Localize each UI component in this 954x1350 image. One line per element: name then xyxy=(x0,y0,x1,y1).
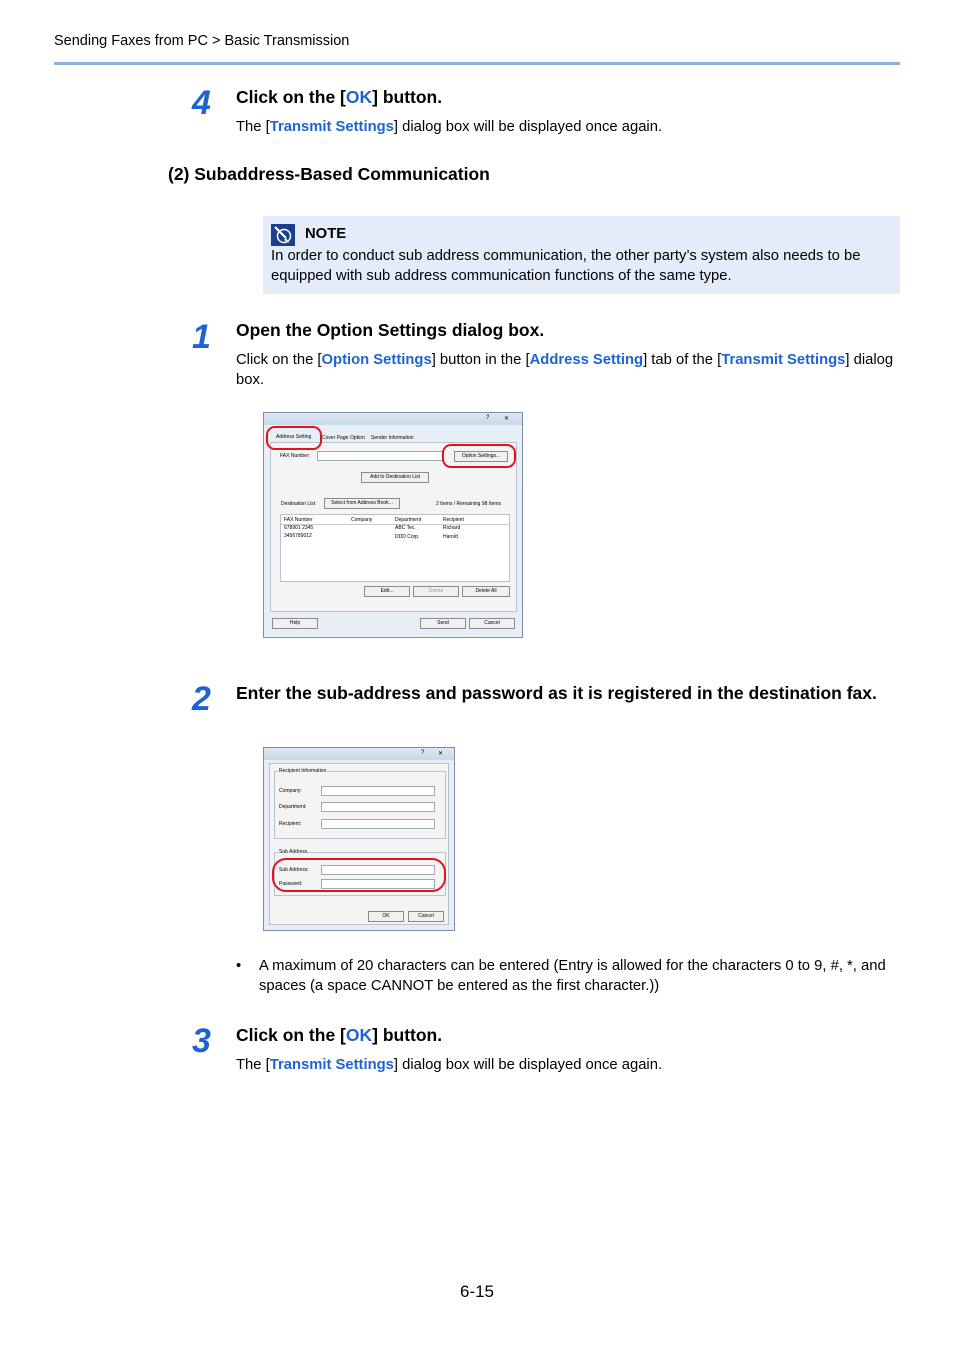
row-department: DDD Corp. xyxy=(395,534,420,540)
option-settings-link[interactable]: Option Settings xyxy=(321,352,432,368)
help-icon[interactable]: ? xyxy=(421,750,425,756)
step-number: 4 xyxy=(192,84,211,122)
step-title: Enter the sub-address and password as it is registered in the destination fax. xyxy=(236,683,877,703)
cancel-button[interactable]: Cancel xyxy=(469,618,515,629)
option-settings-button[interactable]: Option Settings... xyxy=(454,451,508,462)
sub-address-label: Sub Address: xyxy=(279,867,309,873)
tab-cover-page[interactable]: Cover Page xyxy=(322,435,349,441)
select-from-address-book-button[interactable]: Select from Address Book... xyxy=(324,498,400,509)
items-remaining: 2 Items / Remaining 98 Items xyxy=(436,501,502,507)
group-title: Recipient Information xyxy=(279,768,327,774)
note-title: NOTE xyxy=(305,226,347,242)
destination-list[interactable] xyxy=(280,514,510,582)
ok-link[interactable]: OK xyxy=(345,1025,373,1045)
bullet-text: A maximum of 20 characters can be entered (Entry is allowed for the characters 0 to 9, #, *, and spaces (a space CANNOT be entered as the first character.)) xyxy=(259,958,886,994)
body-text: The [ xyxy=(236,1057,270,1073)
department-input[interactable] xyxy=(321,802,435,812)
highlight-ring xyxy=(272,858,446,892)
note-box xyxy=(263,216,900,294)
help-button[interactable]: Help xyxy=(272,618,318,629)
delete-button[interactable]: Delete xyxy=(413,586,459,597)
department-label: Department: xyxy=(279,804,307,810)
ok-button[interactable]: OK xyxy=(368,911,404,922)
close-icon[interactable]: ✕ xyxy=(438,751,444,757)
step-number: 2 xyxy=(192,680,211,718)
step-title xyxy=(236,87,442,108)
row-fax-number: 3456789012 xyxy=(284,533,312,539)
step-body xyxy=(236,1056,662,1076)
column-header[interactable]: FAX Number xyxy=(284,517,313,523)
body-text: ] dialog box will be displayed once again. xyxy=(393,119,663,135)
transmit-settings-screenshot xyxy=(263,412,523,638)
column-header[interactable]: Company xyxy=(351,517,373,523)
body-text: Click on the [ xyxy=(236,352,322,368)
step-title-text: ] button. xyxy=(372,87,443,107)
destination-list-label: Destination List xyxy=(281,501,316,507)
body-text: ] dialog box. xyxy=(236,352,894,388)
option-settings-screenshot xyxy=(263,747,455,931)
cancel-button[interactable]: Cancel xyxy=(408,911,444,922)
tab-sender-information[interactable]: Sender Information xyxy=(371,435,414,441)
edit-button[interactable]: Edit... xyxy=(364,586,410,597)
highlight-ring xyxy=(266,426,322,450)
recipient-input[interactable] xyxy=(321,819,435,829)
note-text: In order to conduct sub address communication, the other party’s system also needs to be equipped with sub address communication functions of the same type. xyxy=(271,248,861,284)
recipient-label: Recipient: xyxy=(279,821,302,827)
highlight-ring xyxy=(442,444,516,468)
fax-number-input[interactable] xyxy=(317,451,443,461)
step-number: 3 xyxy=(192,1022,211,1060)
step-title-text: Click on the [ xyxy=(236,1025,346,1045)
help-icon[interactable]: ? xyxy=(486,415,490,421)
company-input[interactable] xyxy=(321,786,435,796)
step-body xyxy=(236,351,900,390)
page-number: 6-15 xyxy=(459,1282,495,1301)
note-pencil-icon xyxy=(271,224,295,246)
breadcrumb: Sending Faxes from PC > Basic Transmission xyxy=(54,33,350,49)
add-to-destination-list-button[interactable]: Add to Destination List xyxy=(361,472,429,483)
transmit-settings-link[interactable]: Transmit Settings xyxy=(269,119,394,135)
fax-number-label: FAX Number: xyxy=(280,453,311,459)
step-body xyxy=(236,118,662,138)
send-button[interactable]: Send xyxy=(420,618,466,629)
tab-address-setting[interactable]: Address Setting xyxy=(276,434,312,440)
header-divider xyxy=(54,62,900,65)
password-label: Password: xyxy=(279,881,303,887)
body-text: ] dialog box will be displayed once again. xyxy=(393,1057,663,1073)
section-title: (2) Subaddress-Based Communication xyxy=(168,164,490,184)
body-text: The [ xyxy=(236,119,270,135)
step-title-text: Click on the [ xyxy=(236,87,346,107)
body-text: ] tab of the [ xyxy=(643,352,722,368)
row-recipient: Richard xyxy=(443,525,461,531)
body-text: ] button in the [ xyxy=(431,352,530,368)
bullet-marker: • xyxy=(236,958,242,974)
row-recipient: Harold xyxy=(443,534,458,540)
row-department: ABC Tec. xyxy=(395,525,416,531)
step-number: 1 xyxy=(192,318,211,356)
tab-option[interactable]: Option xyxy=(350,435,365,441)
window-titlebar xyxy=(264,413,522,425)
step-title-text: ] button. xyxy=(372,1025,443,1045)
row-fax-number: 678901 2345 xyxy=(284,525,314,531)
step-title: Open the Option Settings dialog box. xyxy=(236,320,545,340)
group-title: Sub Address xyxy=(279,849,308,855)
ok-link[interactable]: OK xyxy=(345,87,373,107)
address-setting-link[interactable]: Address Setting xyxy=(529,352,644,368)
window-titlebar xyxy=(264,748,454,760)
company-label: Company: xyxy=(279,788,302,794)
transmit-settings-link[interactable]: Transmit Settings xyxy=(721,352,846,368)
column-header[interactable]: Department xyxy=(395,517,422,523)
column-header[interactable]: Recipient xyxy=(443,517,464,523)
close-icon[interactable]: ✕ xyxy=(504,416,510,422)
transmit-settings-link[interactable]: Transmit Settings xyxy=(269,1057,394,1073)
delete-all-button[interactable]: Delete All xyxy=(462,586,510,597)
step-title xyxy=(236,1025,442,1046)
